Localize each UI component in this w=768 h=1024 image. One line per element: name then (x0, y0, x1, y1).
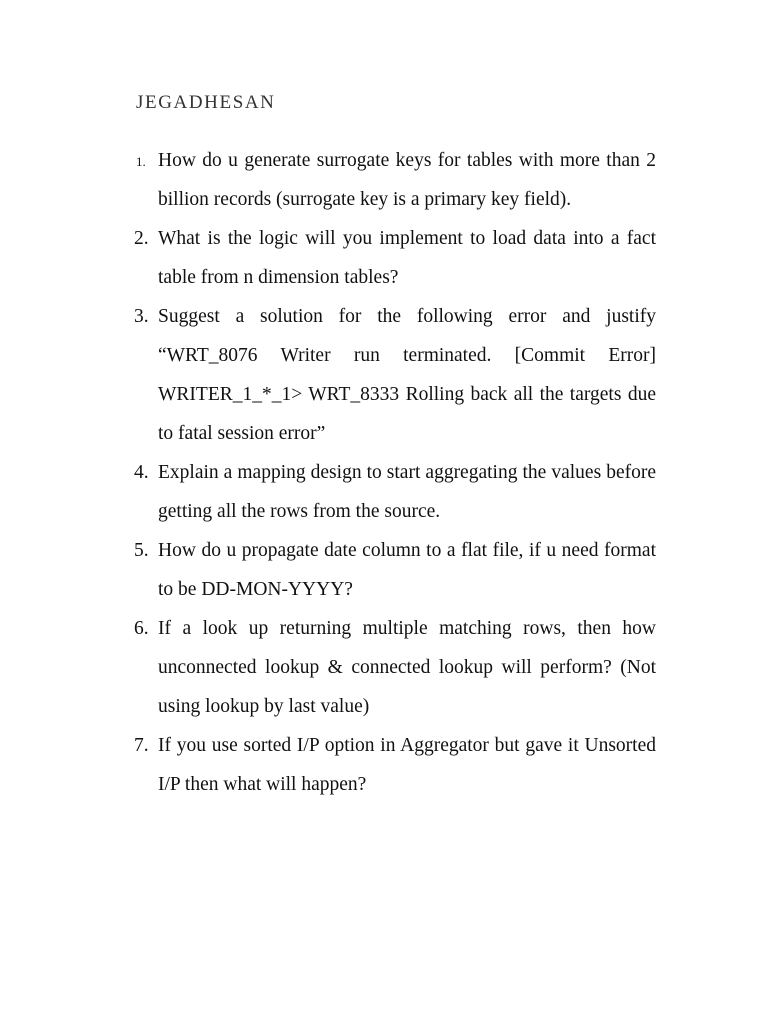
question-number: 4. (134, 462, 149, 483)
list-item-question-3 (134, 297, 656, 453)
question-number: 3. (134, 306, 149, 327)
list-item-question-2 (134, 219, 656, 297)
list-item-question-1 (134, 141, 656, 219)
question-number: 1. (136, 154, 146, 169)
question-text: How do u propagate date column to a flat file, if u need format to be DD-MON-YYYY? (158, 540, 656, 600)
question-text: Explain a mapping design to start aggregating the values before getting all the rows from the source. (158, 462, 656, 522)
list-item-question-5 (134, 531, 656, 609)
question-number: 7. (134, 735, 149, 756)
list-item-question-6 (134, 609, 656, 726)
question-text: How do u generate surrogate keys for tables with more than 2 billion records (surrogate key is a primary key field). (158, 150, 656, 210)
question-text: If a look up returning multiple matching rows, then how unconnected lookup & connected lookup will perform? (Not using lookup by last value) (158, 618, 656, 717)
question-list (134, 141, 656, 804)
list-item-question-7 (134, 726, 656, 804)
list-item-question-4 (134, 453, 656, 531)
question-number: 5. (134, 540, 149, 561)
question-number: 2. (134, 228, 149, 249)
question-text: If you use sorted I/P option in Aggregator but gave it Unsorted I/P then what will happen? (158, 735, 656, 795)
question-text: What is the logic will you implement to load data into a fact table from n dimension tables? (158, 228, 656, 288)
question-number: 6. (134, 618, 149, 639)
question-text: Suggest a solution for the following error and justify “WRT_8076 Writer run terminated. [Commit Error] WRITER_1_*_1> WRT_8333 Rolling back all the targets due to fatal session error” (158, 306, 656, 444)
author-name: JEGADHESAN (136, 92, 276, 113)
